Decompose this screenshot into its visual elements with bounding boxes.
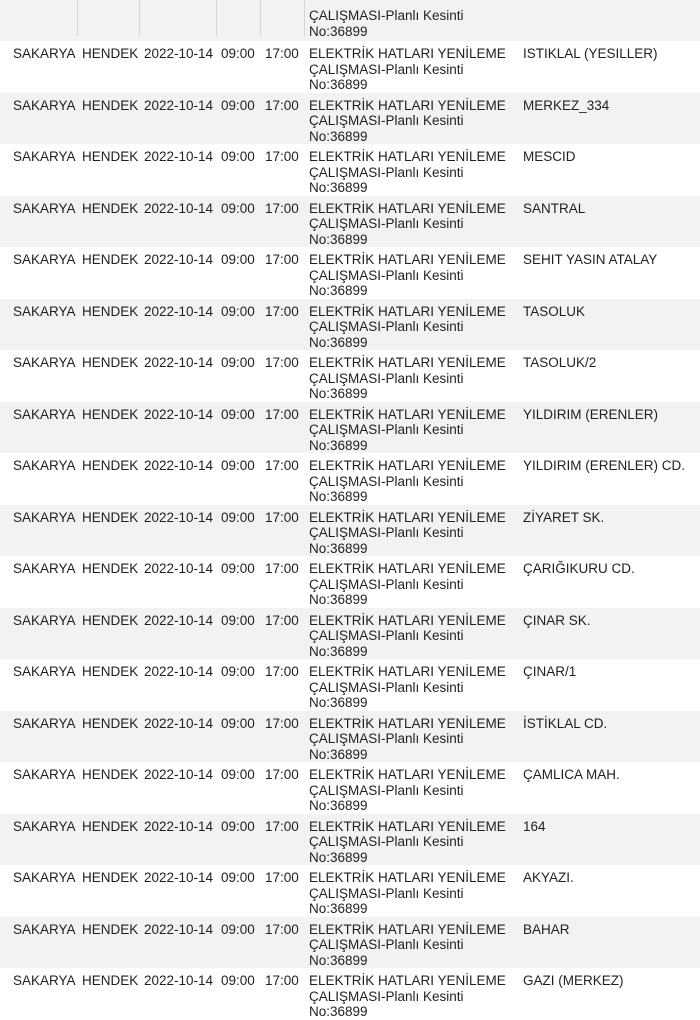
cell-ilce: HENDEK — [82, 46, 139, 61]
cell-yer: GAZI (MERKEZ) — [523, 973, 624, 988]
cell-tarih: 2022-10-14 — [144, 612, 214, 628]
cell-tarih: 2022-10-14 — [144, 303, 214, 319]
cell-il: SAKARYA — [13, 509, 76, 525]
cell-ilce: HENDEK — [82, 973, 139, 988]
neden-line: ÇALIŞMASI-Planlı Kesinti — [309, 8, 464, 23]
cell-ilce: HENDEK — [82, 664, 139, 679]
cell-baslangic: 09:00 — [221, 818, 255, 834]
cell-il: SAKARYA — [13, 767, 76, 782]
cell-baslangic: 09:00 — [221, 149, 255, 164]
cell-neden: ELEKTRİK HATLARI YENİLEME ÇALIŞMASI-Planlı Kesinti No:36899 — [309, 767, 506, 813]
cell-ilce: HENDEK — [82, 767, 139, 782]
cell-il: SAKARYA — [13, 149, 76, 164]
cell-neden: ELEKTRİK HATLARI YENİLEME ÇALIŞMASI-Planlı Kesinti No:36899 — [309, 458, 506, 504]
cell-baslangic: 09:00 — [221, 46, 255, 61]
cell-baslangic: 09:00 — [221, 406, 255, 422]
cell-ilce: HENDEK — [82, 870, 139, 885]
cell-yer: 164 — [523, 818, 546, 834]
cell-tarih: 2022-10-14 — [144, 406, 214, 422]
cell-baslangic: 09:00 — [221, 303, 255, 319]
cell-neden: ELEKTRİK HATLARI YENİLEME ÇALIŞMASI-Planlı Kesinti No:36899 — [309, 973, 506, 1019]
table-row — [0, 711, 700, 763]
cell-neden: ELEKTRİK HATLARI YENİLEME ÇALIŞMASI-Planlı Kesinti No:36899 — [309, 406, 506, 453]
cell-tarih: 2022-10-14 — [144, 509, 214, 525]
cell-neden: ELEKTRİK HATLARI YENİLEME ÇALIŞMASI-Planlı Kesinti No:36899 — [309, 200, 506, 247]
cell-tarih: 2022-10-14 — [144, 458, 214, 473]
cell-tarih: 2022-10-14 — [144, 46, 214, 61]
cell-neden — [309, 8, 514, 39]
cell-baslangic: 09:00 — [221, 355, 255, 370]
cell-yer: TASOLUK/2 — [523, 355, 597, 370]
cell-baslangic: 09:00 — [221, 200, 255, 216]
cell-ilce: HENDEK — [82, 149, 139, 164]
cell-bitis: 17:00 — [265, 973, 299, 988]
table-row — [0, 402, 700, 454]
cell-il: SAKARYA — [13, 561, 76, 576]
cell-il: SAKARYA — [13, 458, 76, 473]
cell-tarih: 2022-10-14 — [144, 97, 214, 113]
cell-bitis: 17:00 — [265, 870, 299, 885]
cell-il: SAKARYA — [13, 715, 76, 731]
cell-tarih: 2022-10-14 — [144, 921, 214, 937]
cell-neden: ELEKTRİK HATLARI YENİLEME ÇALIŞMASI-Planlı Kesinti No:36899 — [309, 252, 506, 298]
cell-baslangic: 09:00 — [221, 97, 255, 113]
cell-yer: BAHAR — [523, 921, 570, 937]
cell-baslangic: 09:00 — [221, 458, 255, 473]
cell-bitis: 17:00 — [265, 252, 299, 267]
cell-neden: ELEKTRİK HATLARI YENİLEME ÇALIŞMASI-Planlı Kesinti No:36899 — [309, 303, 506, 350]
table-row — [0, 453, 700, 505]
cell-bitis: 17:00 — [265, 46, 299, 61]
cell-tarih: 2022-10-14 — [144, 818, 214, 834]
cell-neden: ELEKTRİK HATLARI YENİLEME ÇALIŞMASI-Planlı Kesinti No:36899 — [309, 355, 506, 401]
cell-baslangic: 09:00 — [221, 664, 255, 679]
cell-il: SAKARYA — [13, 303, 76, 319]
table-row — [0, 196, 700, 248]
cell-bitis: 17:00 — [265, 715, 299, 731]
cell-neden: ELEKTRİK HATLARI YENİLEME ÇALIŞMASI-Planlı Kesinti No:36899 — [309, 509, 506, 556]
table-row — [0, 41, 700, 93]
cell-yer: TASOLUK — [523, 303, 586, 319]
cell-yer: ÇINAR/1 — [523, 664, 577, 679]
cell-tarih: 2022-10-14 — [144, 561, 214, 576]
cell-yer: YILDIRIM (ERENLER) — [523, 406, 659, 422]
cell-bitis: 17:00 — [265, 767, 299, 782]
cell-tarih: 2022-10-14 — [144, 767, 214, 782]
cell-bitis: 17:00 — [265, 458, 299, 473]
column-divider — [304, 0, 305, 36]
cell-neden: ELEKTRİK HATLARI YENİLEME ÇALIŞMASI-Planlı Kesinti No:36899 — [309, 612, 506, 659]
table-row-partial — [0, 0, 700, 41]
cell-bitis: 17:00 — [265, 509, 299, 525]
cell-neden: ELEKTRİK HATLARI YENİLEME ÇALIŞMASI-Planlı Kesinti No:36899 — [309, 715, 506, 762]
cell-il: SAKARYA — [13, 664, 76, 679]
cell-neden: ELEKTRİK HATLARI YENİLEME ÇALIŞMASI-Planlı Kesinti No:36899 — [309, 561, 506, 607]
cell-ilce: HENDEK — [82, 561, 139, 576]
cell-neden: ELEKTRİK HATLARI YENİLEME ÇALIŞMASI-Planlı Kesinti No:36899 — [309, 870, 506, 916]
cell-ilce: HENDEK — [82, 921, 139, 937]
cell-bitis: 17:00 — [265, 406, 299, 422]
cell-neden: ELEKTRİK HATLARI YENİLEME ÇALIŞMASI-Planlı Kesinti No:36899 — [309, 664, 506, 710]
cell-baslangic: 09:00 — [221, 767, 255, 782]
table-row — [0, 350, 700, 402]
cell-tarih: 2022-10-14 — [144, 870, 214, 885]
cell-ilce: HENDEK — [82, 612, 139, 628]
cell-bitis: 17:00 — [265, 149, 299, 164]
table-row — [0, 144, 700, 196]
cell-il: SAKARYA — [13, 612, 76, 628]
table-row — [0, 247, 700, 299]
cell-neden: ELEKTRİK HATLARI YENİLEME ÇALIŞMASI-Planlı Kesinti No:36899 — [309, 97, 506, 144]
cell-il: SAKARYA — [13, 252, 76, 267]
cell-yer: SEHIT YASIN ATALAY — [523, 252, 658, 267]
table-row — [0, 762, 700, 814]
neden-line: No:36899 — [309, 23, 368, 39]
cell-bitis: 17:00 — [265, 200, 299, 216]
cell-baslangic: 09:00 — [221, 612, 255, 628]
cell-ilce: HENDEK — [82, 818, 139, 834]
cell-tarih: 2022-10-14 — [144, 149, 214, 164]
table-row — [0, 556, 700, 608]
table-row — [0, 814, 700, 866]
table-row — [0, 917, 700, 969]
cell-yer: ISTIKLAL (YESILLER) — [523, 46, 658, 61]
cell-ilce: HENDEK — [82, 355, 139, 370]
cell-yer: İSTİKLAL CD. — [523, 715, 608, 731]
column-divider — [216, 0, 217, 36]
cell-il: SAKARYA — [13, 46, 76, 61]
cell-baslangic: 09:00 — [221, 973, 255, 988]
cell-tarih: 2022-10-14 — [144, 715, 214, 731]
cell-bitis: 17:00 — [265, 303, 299, 319]
table-row — [0, 968, 700, 1020]
cell-yer: YILDIRIM (ERENLER) CD. — [523, 458, 686, 473]
cell-yer: ZİYARET SK. — [523, 509, 605, 525]
cell-ilce: HENDEK — [82, 200, 139, 216]
cell-baslangic: 09:00 — [221, 921, 255, 937]
cell-ilce: HENDEK — [82, 509, 139, 525]
cell-il: SAKARYA — [13, 973, 76, 988]
cell-il: SAKARYA — [13, 406, 76, 422]
cell-neden: ELEKTRİK HATLARI YENİLEME ÇALIŞMASI-Planlı Kesinti No:36899 — [309, 149, 506, 195]
cell-neden: ELEKTRİK HATLARI YENİLEME ÇALIŞMASI-Planlı Kesinti No:36899 — [309, 921, 506, 968]
cell-ilce: HENDEK — [82, 406, 139, 422]
cell-bitis: 17:00 — [265, 921, 299, 937]
cell-bitis: 17:00 — [265, 612, 299, 628]
cell-yer: ÇINAR SK. — [523, 612, 591, 628]
table-row — [0, 865, 700, 917]
cell-ilce: HENDEK — [82, 252, 139, 267]
table-row — [0, 299, 700, 351]
cell-yer: ÇARIĞIKURU CD. — [523, 561, 635, 576]
cell-il: SAKARYA — [13, 97, 76, 113]
cell-il: SAKARYA — [13, 870, 76, 885]
column-divider — [77, 0, 78, 36]
cell-bitis: 17:00 — [265, 561, 299, 576]
cell-yer: MESCID — [523, 149, 576, 164]
cell-baslangic: 09:00 — [221, 252, 255, 267]
column-divider — [260, 0, 261, 36]
cell-yer: ÇAMLICA MAH. — [523, 767, 620, 782]
column-divider — [139, 0, 140, 36]
cell-ilce: HENDEK — [82, 715, 139, 731]
table-row — [0, 93, 700, 145]
cell-yer: SANTRAL — [523, 200, 586, 216]
cell-il: SAKARYA — [13, 818, 76, 834]
cell-ilce: HENDEK — [82, 458, 139, 473]
cell-bitis: 17:00 — [265, 97, 299, 113]
cell-neden: ELEKTRİK HATLARI YENİLEME ÇALIŞMASI-Planlı Kesinti No:36899 — [309, 46, 506, 92]
cell-yer: AKYAZI. — [523, 870, 574, 885]
cell-yer: MERKEZ_334 — [523, 97, 610, 113]
cell-tarih: 2022-10-14 — [144, 664, 214, 679]
cell-tarih: 2022-10-14 — [144, 200, 214, 216]
cell-il: SAKARYA — [13, 355, 76, 370]
cell-baslangic: 09:00 — [221, 715, 255, 731]
cell-ilce: HENDEK — [82, 303, 139, 319]
cell-ilce: HENDEK — [82, 97, 139, 113]
cell-bitis: 17:00 — [265, 355, 299, 370]
table-row — [0, 505, 700, 557]
table-row — [0, 659, 700, 711]
cell-baslangic: 09:00 — [221, 509, 255, 525]
cell-baslangic: 09:00 — [221, 870, 255, 885]
cell-il: SAKARYA — [13, 200, 76, 216]
table-row — [0, 608, 700, 660]
cell-bitis: 17:00 — [265, 664, 299, 679]
cell-neden: ELEKTRİK HATLARI YENİLEME ÇALIŞMASI-Planlı Kesinti No:36899 — [309, 818, 506, 865]
cell-tarih: 2022-10-14 — [144, 355, 214, 370]
cell-baslangic: 09:00 — [221, 561, 255, 576]
cell-bitis: 17:00 — [265, 818, 299, 834]
cell-tarih: 2022-10-14 — [144, 252, 214, 267]
cell-il: SAKARYA — [13, 921, 76, 937]
cell-tarih: 2022-10-14 — [144, 973, 214, 988]
